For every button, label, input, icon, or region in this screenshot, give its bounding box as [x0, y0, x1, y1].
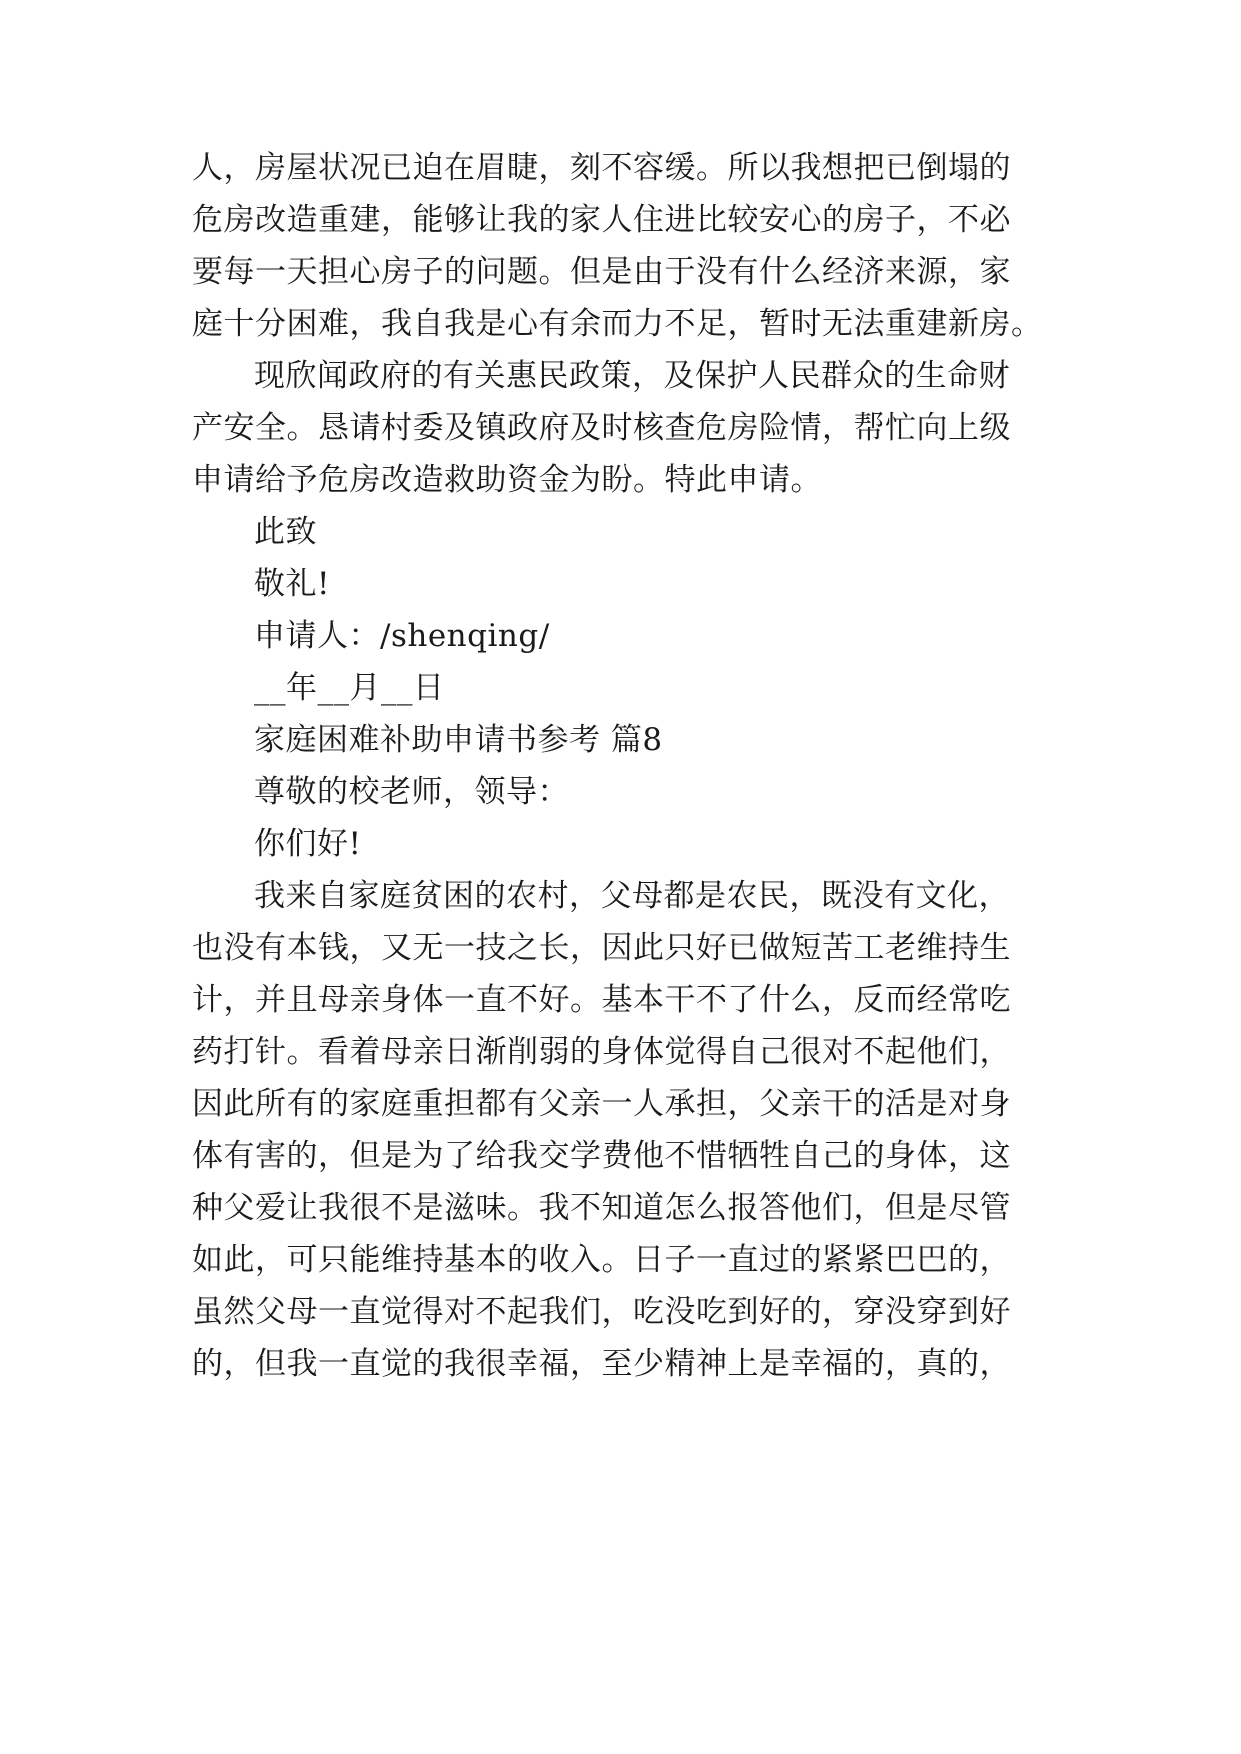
text-line: 药打针。看着母亲日渐削弱的身体觉得自己很对不起他们，: [192, 1034, 1011, 1070]
closing-salutation: 此致: [254, 514, 317, 550]
text-line: 如此，可只能维持基本的收入。日子一直过的紧紧巴巴的，: [192, 1242, 1011, 1278]
text-line: 申请给予危房改造救助资金为盼。特此申请。: [192, 462, 822, 498]
text-line: 也没有本钱，又无一技之长，因此只好已做短苦工老维持生: [192, 930, 1011, 966]
text-line: 的，但我一直觉的我很幸福，至少精神上是幸福的，真的，: [192, 1346, 1011, 1382]
greeting-line: 你们好!: [254, 826, 362, 862]
text-line: 现欣闻政府的有关惠民政策，及保护人民群众的生命财: [254, 358, 1010, 394]
text-line: 因此所有的家庭重担都有父亲一人承担，父亲干的活是对身: [192, 1086, 1011, 1122]
text-line: 种父爱让我很不是滋味。我不知道怎么报答他们，但是尽管: [192, 1190, 1011, 1226]
section-title: 家庭困难补助申请书参考 篇8: [254, 722, 663, 758]
applicant-line: 申请人：/shenqing/: [254, 618, 550, 654]
text-line: 产安全。恳请村委及镇政府及时核查危房险情，帮忙向上级: [192, 410, 1011, 446]
text-line: 要每一天担心房子的问题。但是由于没有什么经济来源，家: [192, 254, 1011, 290]
text-line: 虽然父母一直觉得对不起我们，吃没吃到好的，穿没穿到好: [192, 1294, 1011, 1330]
text-line: 我来自家庭贫困的农村，父母都是农民，既没有文化，: [254, 878, 1010, 914]
text-line: 庭十分困难，我自我是心有余而力不足，暂时无法重建新房。: [192, 306, 1043, 342]
text-line: 体有害的，但是为了给我交学费他不惜牺牲自己的身体，这: [192, 1138, 1011, 1174]
greeting-line: 尊敬的校老师，领导：: [254, 774, 569, 810]
text-line: 计，并且母亲身体一直不好。基本干不了什么，反而经常吃: [192, 982, 1011, 1018]
text-line: 危房改造重建，能够让我的家人住进比较安心的房子，不必: [192, 202, 1011, 238]
date-line: __年__月__日: [254, 670, 445, 706]
closing-regards: 敬礼!: [254, 566, 330, 602]
text-line: 人，房屋状况已迫在眉睫，刻不容缓。所以我想把已倒塌的: [192, 150, 1011, 186]
